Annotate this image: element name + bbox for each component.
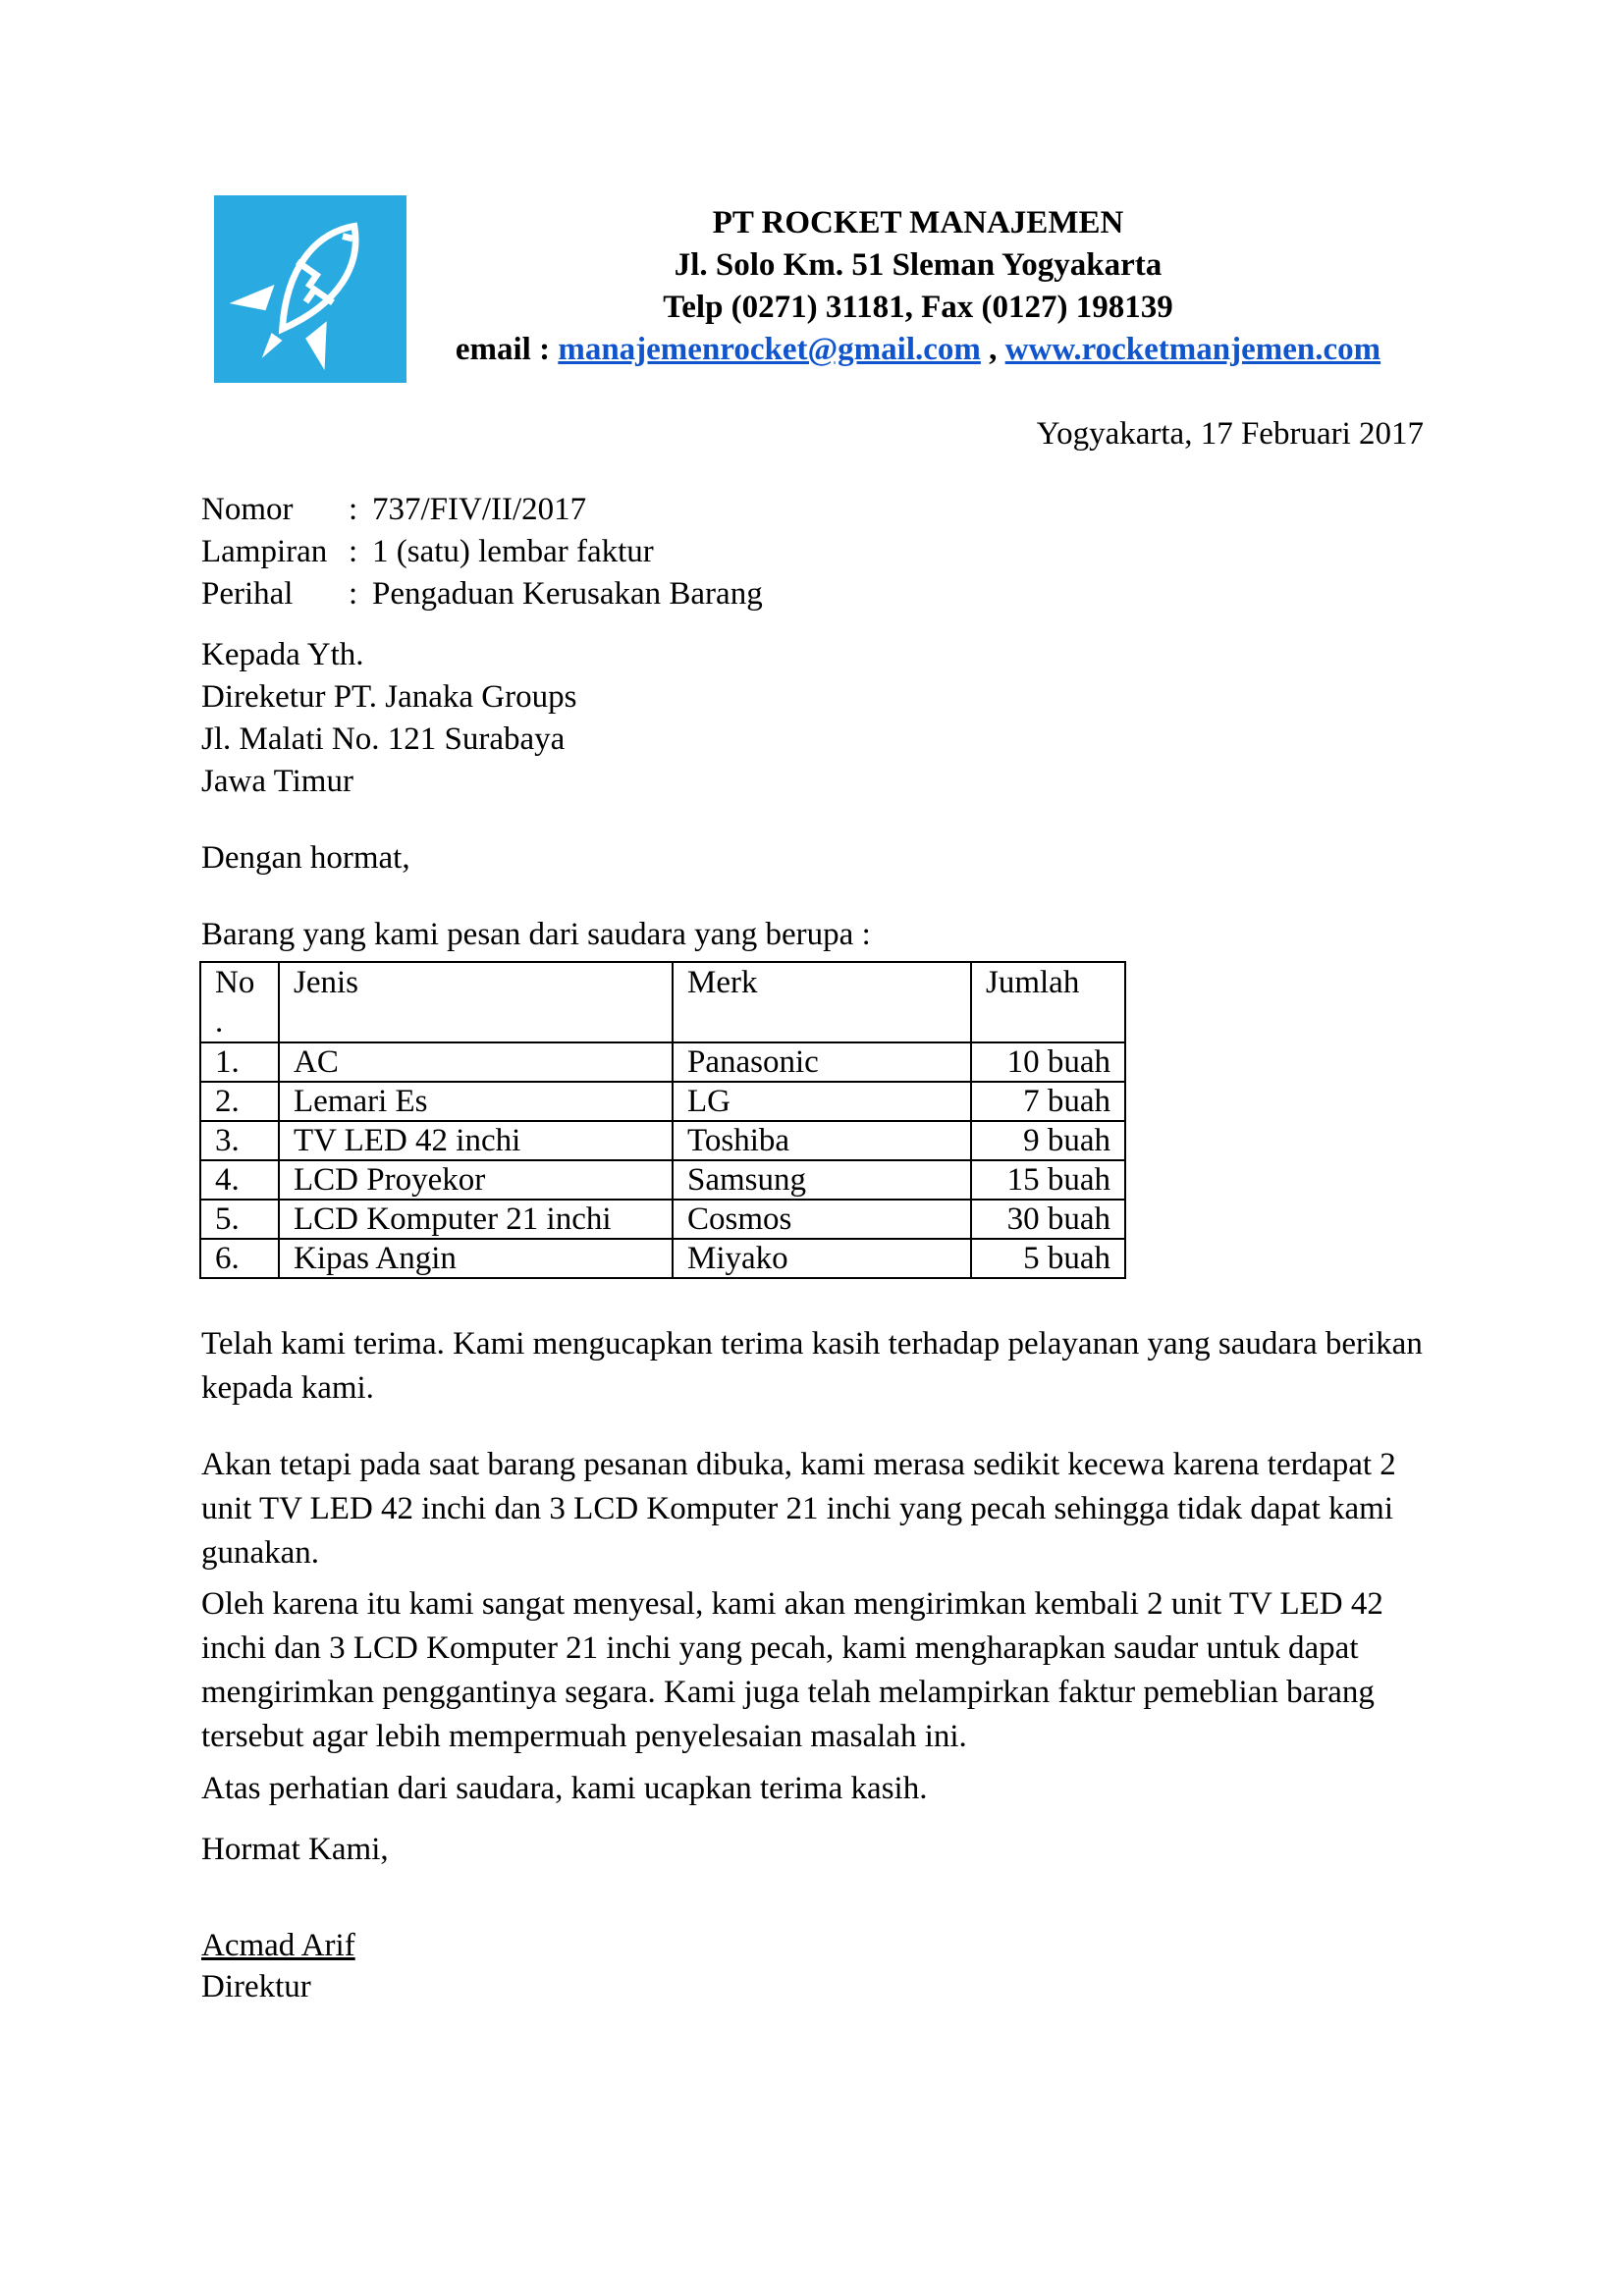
- header-jenis: Jenis: [279, 962, 673, 1042]
- cell-jumlah: 5 buah: [971, 1239, 1125, 1278]
- cell-jenis: AC: [279, 1042, 673, 1082]
- email-label: email :: [455, 332, 559, 367]
- paragraph: Akan tetapi pada saat barang pesanan dibuka, kami merasa sedikit kecewa karena terdapat 2 unit TV LED 42 inchi dan 3 LCD Komputer 21 inchi yang pecah sehingga tidak dapat kami gunakan.: [201, 1447, 1396, 1571]
- meta-row-lampiran: [201, 531, 1424, 573]
- table-row: [200, 1239, 1125, 1278]
- paragraph: Atas perhatian dari saudara, kami ucapkan terima kasih.: [201, 1771, 928, 1806]
- paragraph: Oleh karena itu kami sangat menyesal, kami akan mengirimkan kembali 2 unit TV LED 42 inchi dan 3 LCD Komputer 21 inchi yang pecah, kami mengharapkan saudar untuk dapat mengirimkan penggantinya segara. Kami juga telah melampirkan faktur pemeblian barang tersebut agar lebih mempermuah penyelesaian masalah ini.: [201, 1586, 1383, 1754]
- meta-label: Lampiran: [201, 534, 328, 569]
- header-no-dot: .: [215, 1004, 224, 1040]
- paragraph: Telah kami terima. Kami mengucapkan terima kasih terhadap pelayanan yang saudara berikan kepada kami.: [201, 1326, 1423, 1406]
- meta-label: Perihal: [201, 576, 294, 612]
- header-no-text: No: [215, 965, 255, 1000]
- meta-value: 737/FIV/II/2017: [372, 492, 587, 527]
- recipient-line: Jawa Timur: [201, 764, 353, 799]
- company-phone: Telp (0271) 31181, Fax (0127) 198139: [663, 290, 1173, 325]
- rocket-icon: [214, 195, 406, 383]
- meta-row-perihal: [201, 573, 1424, 615]
- email-link[interactable]: manajemenrocket@gmail.com: [558, 332, 981, 367]
- header-no: [200, 962, 279, 1042]
- meta-value: Pengaduan Kerusakan Barang: [372, 576, 763, 612]
- recipient-line: Kepada Yth.: [201, 637, 364, 672]
- table-row: [200, 1042, 1125, 1082]
- table-header-row: [200, 962, 1125, 1042]
- meta-label: Nomor: [201, 492, 294, 527]
- meta-colon: :: [349, 534, 358, 569]
- signature-name: Acmad Arif: [201, 1928, 355, 1963]
- signature-title: Direktur: [201, 1969, 311, 2004]
- closing: Hormat Kami,: [201, 1832, 389, 1867]
- cell-jenis: Kipas Angin: [279, 1239, 673, 1278]
- cell-no: 3.: [200, 1121, 279, 1160]
- cell-jenis: Lemari Es: [279, 1082, 673, 1121]
- cell-merk: Cosmos: [673, 1200, 971, 1239]
- letterhead: [412, 202, 1424, 371]
- intro-line: Barang yang kami pesan dari saudara yang berupa :: [201, 917, 871, 952]
- cell-jenis: LCD Komputer 21 inchi: [279, 1200, 673, 1239]
- cell-no: 5.: [200, 1200, 279, 1239]
- cell-jumlah: 9 buah: [971, 1121, 1125, 1160]
- meta-colon: :: [349, 492, 358, 527]
- meta-row-nomor: [201, 489, 1424, 531]
- recipient-block: [201, 634, 1424, 803]
- website-link[interactable]: www.rocketmanjemen.com: [1004, 332, 1381, 367]
- cell-jumlah: 7 buah: [971, 1082, 1125, 1121]
- salutation: Dengan hormat,: [201, 840, 410, 876]
- items-table: [199, 961, 1126, 1279]
- company-address: Jl. Solo Km. 51 Sleman Yogyakarta: [674, 247, 1163, 283]
- meta-colon: :: [349, 576, 358, 612]
- cell-jumlah: 10 buah: [971, 1042, 1125, 1082]
- cell-jumlah: 15 buah: [971, 1160, 1125, 1200]
- cell-merk: Panasonic: [673, 1042, 971, 1082]
- recipient-line: Direketur PT. Janaka Groups: [201, 679, 577, 715]
- cell-no: 1.: [200, 1042, 279, 1082]
- table-row: [200, 1121, 1125, 1160]
- meta-value: 1 (satu) lembar faktur: [372, 534, 654, 569]
- cell-no: 4.: [200, 1160, 279, 1200]
- email-line: [412, 329, 1424, 371]
- cell-merk: LG: [673, 1082, 971, 1121]
- header-jumlah: Jumlah: [971, 962, 1125, 1042]
- date-line: Yogyakarta, 17 Februari 2017: [1036, 416, 1424, 452]
- link-separator: ,: [980, 332, 1005, 367]
- header-merk: Merk: [673, 962, 971, 1042]
- table-row: [200, 1082, 1125, 1121]
- table-row: [200, 1200, 1125, 1239]
- table-row: [200, 1160, 1125, 1200]
- cell-merk: Samsung: [673, 1160, 971, 1200]
- company-name: PT ROCKET MANAJEMEN: [712, 205, 1124, 240]
- cell-merk: Miyako: [673, 1239, 971, 1278]
- cell-jenis: TV LED 42 inchi: [279, 1121, 673, 1160]
- recipient-line: Jl. Malati No. 121 Surabaya: [201, 721, 566, 757]
- cell-no: 2.: [200, 1082, 279, 1121]
- cell-no: 6.: [200, 1239, 279, 1278]
- company-logo: [214, 195, 406, 383]
- letter-meta: [201, 489, 1424, 615]
- cell-jumlah: 30 buah: [971, 1200, 1125, 1239]
- cell-jenis: LCD Proyekor: [279, 1160, 673, 1200]
- cell-merk: Toshiba: [673, 1121, 971, 1160]
